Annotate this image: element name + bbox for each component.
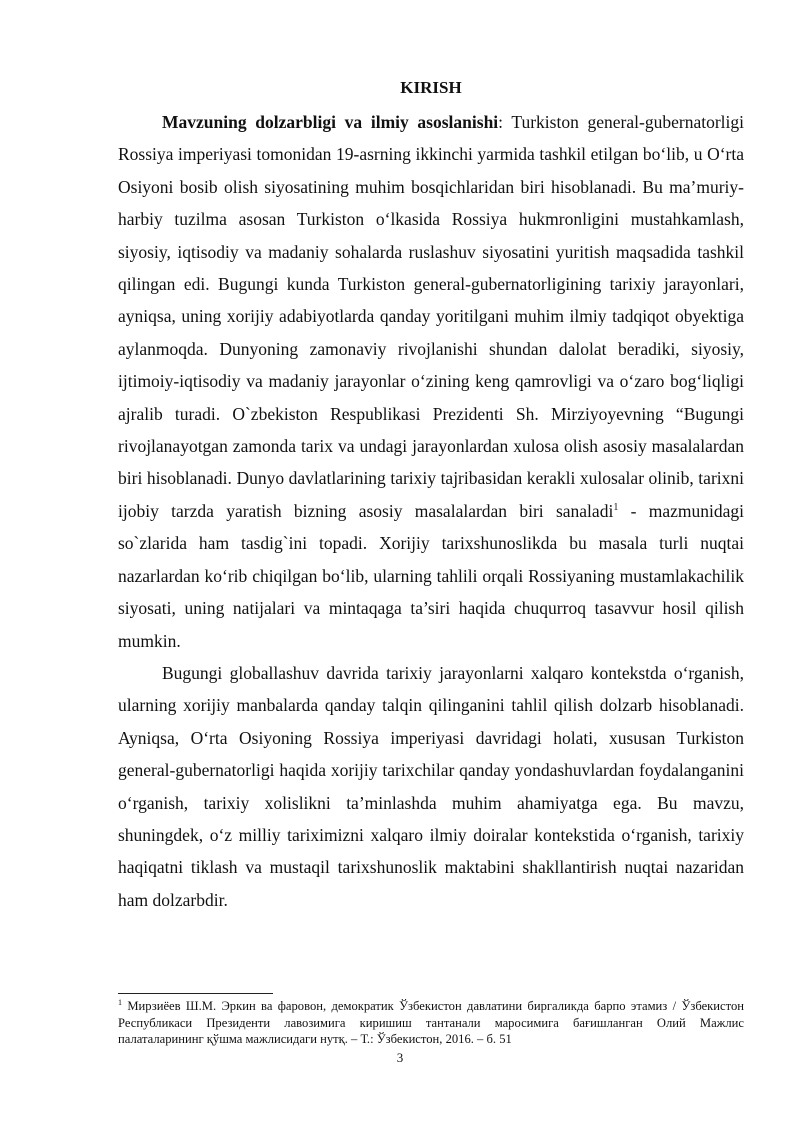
paragraph-relevance [118,106,744,657]
section-lead: Mavzuning dolzarbligi va ilmiy asoslanishi [162,112,499,132]
footnote-text: Мирзиёев Ш.М. Эркин ва фаровон, демократик Ўзбекистон давлатини биргаликда барпо этамиз / Ўзбекистон Республикаси Президенти лавозимига киришиш тантанали маросимига бағишланган Олий Мажлис палаталарининг қўшма мажлисидаги нутқ. – Т.: Ўзбекистон, 2016. – б. 51 [118,999,744,1046]
footnote-marker: 1 [118,997,122,1007]
body-text [118,106,744,916]
footnote [118,998,744,1048]
lead-colon: : [498,112,512,132]
page-number: 3 [396,1050,404,1065]
paragraph-text: - mazmunidagi so`zlarida ham tasdig`ini topadi. Xorijiy tarixshunoslikda bu masala turli nuqtai nazarlardan ko‘rib chiqilgan bo‘lib, ularning tahlili orqali Rossiyaning mustamlakachilik siyosati, uning natijalari va mintaqaga ta’siri haqida chuqurroq tasavvur hosil qilish mumkin. [118,500,745,651]
page-title: KIRISH [400,78,462,97]
footnote-reference[interactable]: 1 [613,502,619,514]
footnote-divider [118,993,273,994]
paragraph-text: Turkiston general-gubernatorligi Rossiya imperiyasi tomonidan 19-asrning ikkinchi yarmida tashkil etilgan bo‘lib, u O‘rta Osiyoni bosib olish siyosatining muhim bosqichlaridan biri hisoblanadi. Bu ma’muriy-harbiy tuzilma asosan Turkiston o‘lkasida Rossiya hukmronligini mustahkamlash, siyosiy, iqtisodiy va madaniy sohalarda ruslashuv siyosatini yuritish maqsadida tashkil qilingan edi. Bugungi kunda Turkiston general-gubernatorligining tarixiy jarayonlari, ayniqsa, uning xorijiy adabiyotlarda qanday yoritilgani muhim ilmiy tadqiqot obyektiga aylanmoqda. Dunyoning zamonaviy rivojlanishi shundan dalolat beradiki, siyosiy, ijtimoiy-iqtisodiy va madaniy jarayonlar o‘zining keng qamrovligi va o‘zaro bog‘liqligi ajralib turadi. O`zbekiston Respublikasi Prezidenti Sh. Mirziyoyevning “Bugungi rivojlanayotgan zamonda tarix va undagi jarayonlardan xulosa olish asosiy masalalardan biri hisoblanadi. Dunyo davlatlarining tarixiy tajribasidan kerakli xulosalar olinib, tarixni ijobiy tarzda yaratish bizning asosiy masalalardan biri sanaladi [118,112,744,521]
paragraph-globalization: Bugungi globallashuv davrida tarixiy jarayonlarni xalqaro kontekstda o‘rganish, ularning xorijiy manbalarda qanday talqin qilinganini tahlil qilish dolzarb hisoblanadi. Ayniqsa, O‘rta Osiyoning Rossiya imperiyasi davridagi holati, xususan Turkiston general-gubernatorligi haqida xorijiy tarixchilar qanday yondashuvlardan foydalanganini o‘rganish, tarixiy xolislikni ta’minlashda muhim ahamiyatga ega. Bu mavzu, shuningdek, o‘z milliy tariximizni xalqaro ilmiy doiralar kontekstida o‘rganish, tarixiy haqiqatni tiklash va mustaqil tarixshunoslik maktabini shakllantirish nuqtai nazaridan ham dolzarbdir. [118,662,744,910]
